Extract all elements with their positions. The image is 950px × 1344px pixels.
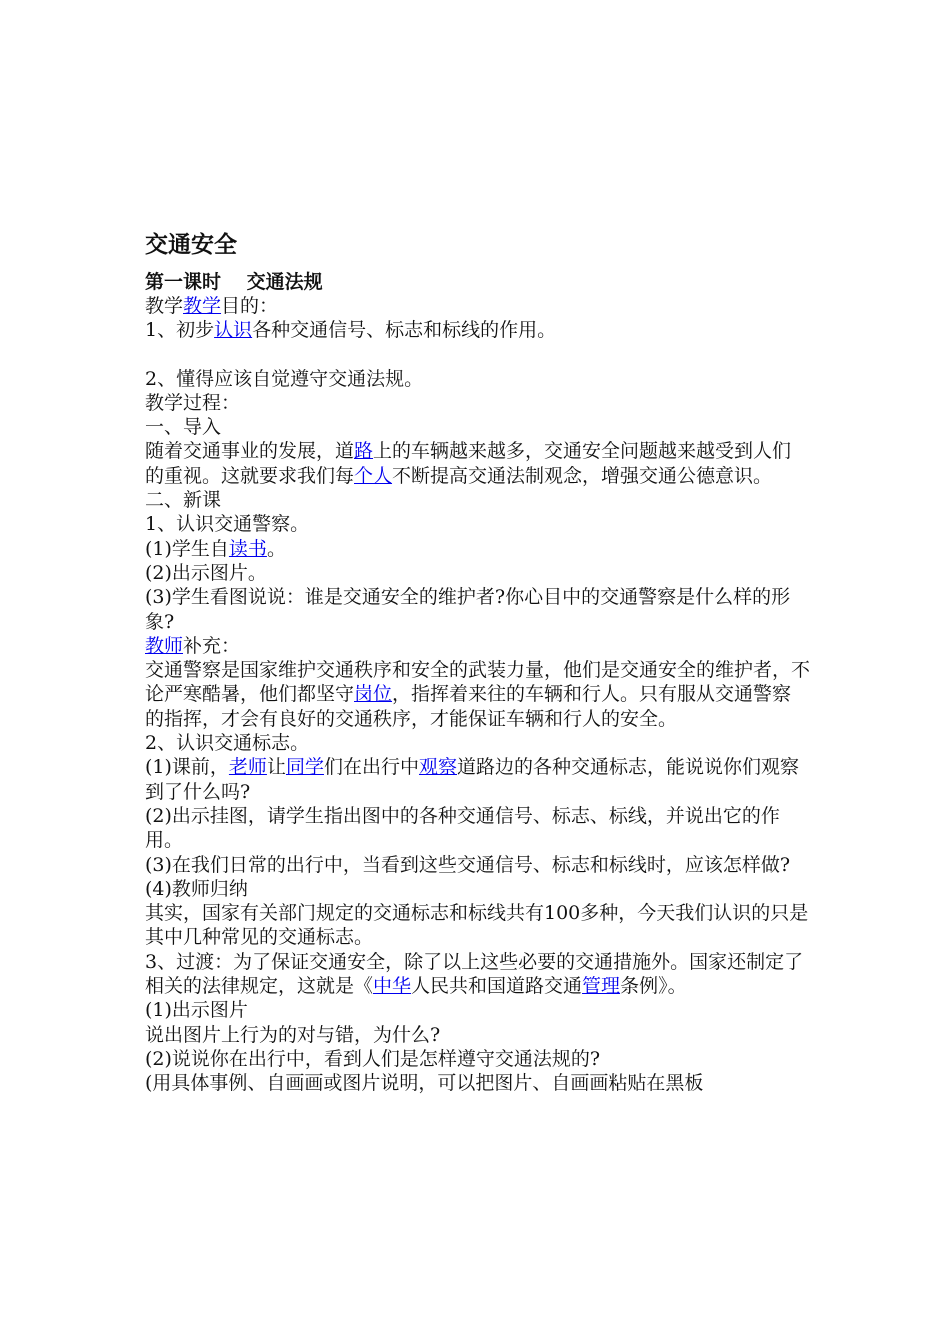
inline-link[interactable]: 读书 bbox=[228, 537, 267, 560]
inline-link[interactable]: 认识 bbox=[214, 319, 253, 342]
text-run: ，指挥着来往的车辆和行人。只有服从交通警察的指挥，才会有良好的交通秩序，才能保证车辆和行人的安全。 bbox=[145, 683, 792, 730]
inline-link[interactable]: 教学 bbox=[183, 295, 222, 317]
paragraph bbox=[145, 1023, 810, 1047]
blank-line bbox=[145, 343, 810, 367]
inline-link[interactable]: 教师 bbox=[145, 634, 184, 657]
text-run: 一、导入 bbox=[145, 416, 222, 439]
inline-link[interactable]: 管理 bbox=[582, 975, 621, 998]
text-run: 条例》。 bbox=[620, 975, 687, 998]
inline-link[interactable]: 同学 bbox=[285, 756, 324, 779]
paragraph bbox=[145, 877, 810, 901]
text-run: 1、认识交通警察。 bbox=[145, 513, 310, 536]
paragraph bbox=[145, 391, 810, 415]
inline-link[interactable]: 岗位 bbox=[354, 683, 393, 706]
paragraph bbox=[145, 731, 810, 755]
paragraph bbox=[145, 998, 810, 1022]
text-run: 其实，国家有关部门规定的交通标志和标线共有100多种，今天我们认识的只是其中几种常见的交通标志。 bbox=[145, 902, 809, 949]
paragraph bbox=[145, 634, 810, 658]
paragraph bbox=[145, 294, 810, 318]
text-run: 让 bbox=[266, 756, 286, 779]
text-run: (1)课前， bbox=[145, 756, 229, 779]
inline-link[interactable]: 中华 bbox=[373, 975, 412, 998]
paragraph bbox=[145, 512, 810, 536]
text-run: 目的： bbox=[221, 295, 279, 317]
paragraph bbox=[145, 585, 810, 634]
document-page bbox=[145, 230, 810, 1096]
text-run: (3)学生看图说说：谁是交通安全的维护者?你心目中的交通警察是什么样的形象? bbox=[145, 586, 791, 633]
text-run: 不断提高交通法制观念，增强交通公德意识。 bbox=[392, 464, 773, 487]
text-run: 1、初步 bbox=[145, 319, 215, 342]
text-run: 上的车辆越来越多，交通安全问题越来越受到人们的重视。这就要求我们每 bbox=[145, 440, 792, 487]
document-title: 交通安全 bbox=[145, 232, 237, 258]
paragraph bbox=[145, 1071, 810, 1095]
text-run: 各种交通信号、标志和标线的作用。 bbox=[252, 319, 557, 342]
inline-link[interactable]: 观察 bbox=[418, 756, 457, 779]
text-run: 们在出行中 bbox=[323, 756, 419, 779]
paragraph bbox=[145, 804, 810, 853]
text-run: (2)出示挂图，请学生指出图中的各种交通信号、标志、标线，并说出它的作用。 bbox=[145, 804, 780, 852]
text-run: 随着交通事业的发展，道 bbox=[145, 440, 355, 463]
paragraph bbox=[145, 318, 810, 342]
paragraph bbox=[145, 415, 810, 439]
text-run: (2)说说你在出行中，看到人们是怎样遵守交通法规的? bbox=[145, 1047, 601, 1070]
inline-link[interactable]: 个人 bbox=[354, 464, 393, 487]
paragraph bbox=[145, 755, 810, 804]
text-run: (2)出示图片。 bbox=[145, 561, 267, 584]
lesson-subtitle: 第一课时 交通法规 bbox=[145, 271, 323, 293]
text-run: 二、新课 bbox=[145, 489, 222, 512]
text-run: 说出图片上行为的对与错，为什么? bbox=[145, 1023, 441, 1046]
paragraph bbox=[145, 367, 810, 391]
document-body bbox=[145, 294, 810, 1096]
paragraph bbox=[145, 439, 810, 488]
text-run: (4)教师归纳 bbox=[145, 877, 248, 900]
text-run: 人民共和国道路交通 bbox=[411, 975, 583, 998]
text-run: 3、过渡：为了保证交通安全，除了以上这些必要的交通措施外。国家还制定了相关的法律规定，这就是《 bbox=[145, 950, 804, 998]
paragraph bbox=[145, 853, 810, 877]
text-run: (1)出示图片 bbox=[145, 999, 248, 1022]
paragraph bbox=[145, 561, 810, 585]
paragraph bbox=[145, 488, 810, 512]
paragraph bbox=[145, 950, 810, 999]
text-run: (用具体事例、自画画或图片说明，可以把图片、自画画粘贴在黑板 bbox=[145, 1072, 704, 1095]
text-run: 交通警察是国家维护交通秩序和安全的武装力量，他们是交通安全的维护者，不论严寒酷暑，他们都坚守 bbox=[145, 659, 811, 706]
text-run: 教学过程： bbox=[145, 391, 241, 414]
text-run: (3)在我们日常的出行中，当看到这些交通信号、标志和标线时，应该怎样做? bbox=[145, 853, 791, 876]
text-run: 道路边的各种交通标志，能说说你们观察到了什么吗? bbox=[145, 756, 800, 803]
paragraph bbox=[145, 658, 810, 731]
text-run: 教学 bbox=[145, 295, 184, 317]
paragraph bbox=[145, 1047, 810, 1071]
paragraph bbox=[145, 901, 810, 950]
text-run: (1)学生自 bbox=[145, 537, 229, 560]
paragraph bbox=[145, 537, 810, 561]
inline-link[interactable]: 老师 bbox=[228, 756, 267, 779]
inline-link[interactable]: 路 bbox=[354, 440, 374, 463]
text-run: 2、认识交通标志。 bbox=[145, 732, 310, 755]
text-run: 补充： bbox=[183, 634, 241, 657]
text-run: 。 bbox=[266, 537, 286, 560]
text-run: 2、懂得应该自觉遵守交通法规。 bbox=[145, 367, 424, 390]
